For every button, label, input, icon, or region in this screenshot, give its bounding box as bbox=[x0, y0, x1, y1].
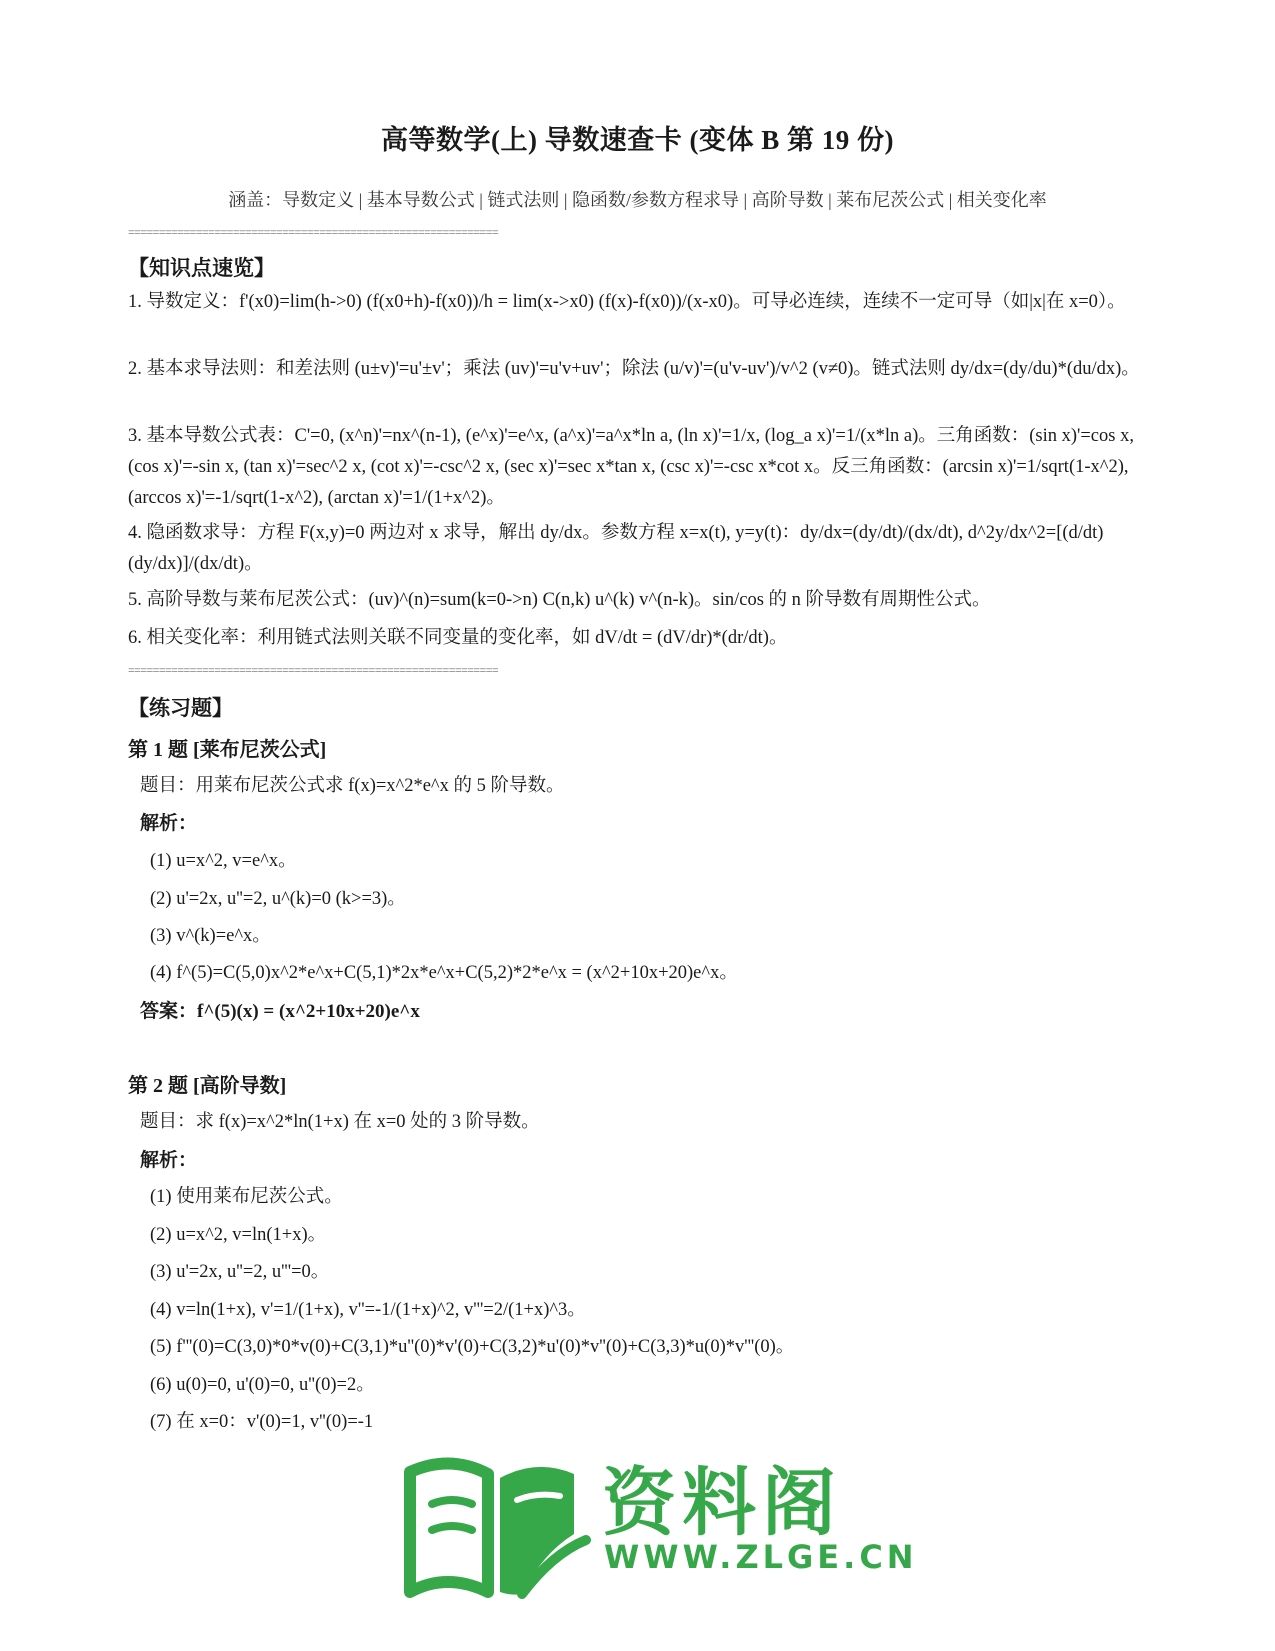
book-icon bbox=[402, 1444, 592, 1604]
question-1-answer: 答案：f^(5)(x) = (x^2+10x+20)e^x bbox=[140, 1001, 420, 1022]
divider-line: ============================================================ bbox=[128, 226, 499, 238]
document-title: 高等数学(上) 导数速查卡 (变体 B 第 19 份) bbox=[381, 125, 894, 155]
knowledge-item-2: 2. 基本求导法则：和差法则 (u±v)'=u'±v'；乘法 (uv)'=u'v+uv'；除法 (u/v)'=(u'v-uv')/v^2 (v≠0)。链式法则 dy/dx=(dy/du)*(du/dx)。 bbox=[128, 359, 1140, 379]
knowledge-item-3: 3. 基本导数公式表：C'=0, (x^n)'=nx^(n-1), (e^x)'=e^x, (a^x)'=a^x*ln a, (ln x)'=1/x, (log_a x)'=1/(x*ln a)。三角函数：(sin x)'=cos x, (cos x)'=-sin x, (tan x)'=sec^2 x, (cot x)'=-csc^2 x, (sec x)'=sec x*tan x, (csc x)'=-csc x*cot x。反三角函数：(arcsin x)'=1/sqrt(1-x^2), (arccos x)'=-1/sqrt(1-x^2), (arctan x)'=1/(1+x^2)。 bbox=[128, 426, 1134, 508]
question-2-step: (2) u=x^2, v=ln(1+x)。 bbox=[150, 1225, 327, 1245]
document-subtitle: 涵盖：导数定义 | 基本导数公式 | 链式法则 | 隐函数/参数方程求导 | 高阶导数 | 莱布尼茨公式 | 相关变化率 bbox=[228, 190, 1047, 210]
question-2-step: (1) 使用莱布尼茨公式。 bbox=[150, 1187, 343, 1207]
question-1-step: (2) u'=2x, u''=2, u^(k)=0 (k>=3)。 bbox=[150, 889, 406, 909]
knowledge-item-6: 6. 相关变化率：利用链式法则关联不同变量的变化率，如 dV/dt = (dV/dr)*(dr/dt)。 bbox=[128, 628, 788, 648]
question-1-step: (1) u=x^2, v=e^x。 bbox=[150, 851, 297, 871]
question-1-solution-label: 解析： bbox=[140, 813, 198, 834]
watermark-logo bbox=[402, 1444, 918, 1604]
practice-heading: 【练习题】 bbox=[128, 696, 233, 720]
question-2-step: (5) f'''(0)=C(3,0)*0*v(0)+C(3,1)*u''(0)*v'(0)+C(3,2)*u'(0)*v''(0)+C(3,3)*u(0)*v'''(0)。 bbox=[150, 1337, 795, 1357]
watermark-name: 资料阁 bbox=[602, 1460, 842, 1546]
question-2-solution-label: 解析： bbox=[140, 1150, 198, 1171]
question-2-title: 第 2 题 [高阶导数] bbox=[128, 1075, 287, 1097]
knowledge-item-5: 5. 高阶导数与莱布尼茨公式：(uv)^(n)=sum(k=0->n) C(n,k) u^(k) v^(n-k)。sin/cos 的 n 阶导数有周期性公式。 bbox=[128, 590, 991, 610]
question-2-text: 题目：求 f(x)=x^2*ln(1+x) 在 x=0 处的 3 阶导数。 bbox=[140, 1112, 540, 1132]
question-2-step: (3) u'=2x, u''=2, u'''=0。 bbox=[150, 1262, 330, 1282]
question-1-step: (3) v^(k)=e^x。 bbox=[150, 926, 271, 946]
question-1-text: 题目：用莱布尼茨公式求 f(x)=x^2*e^x 的 5 阶导数。 bbox=[140, 776, 565, 796]
watermark-url: WWW.ZLGE.CN bbox=[604, 1538, 918, 1576]
question-1-title: 第 1 题 [莱布尼茨公式] bbox=[128, 739, 327, 761]
divider-line: ============================================================ bbox=[128, 664, 499, 676]
question-1-step: (4) f^(5)=C(5,0)x^2*e^x+C(5,1)*2x*e^x+C(5,2)*2*e^x = (x^2+10x+20)e^x。 bbox=[150, 963, 738, 983]
question-2-step: (7) 在 x=0：v'(0)=1, v''(0)=-1 bbox=[150, 1412, 374, 1432]
knowledge-item-4: 4. 隐函数求导：方程 F(x,y)=0 两边对 x 求导，解出 dy/dx。参数方程 x=x(t), y=y(t)：dy/dx=(dy/dt)/(dx/dt), d^2y/dx^2=[(d/dt)(dy/dx)]/(dx/dt)。 bbox=[128, 523, 1104, 574]
question-2-step: (6) u(0)=0, u'(0)=0, u''(0)=2。 bbox=[150, 1375, 375, 1395]
question-2-step: (4) v=ln(1+x), v'=1/(1+x), v''=-1/(1+x)^2, v'''=2/(1+x)^3。 bbox=[150, 1300, 586, 1320]
knowledge-item-1: 1. 导数定义：f'(x0)=lim(h->0) (f(x0+h)-f(x0))/h = lim(x->x0) (f(x)-f(x0))/(x-x0)。可导必连续，连续不一定可导（如|x|在 x=0）。 bbox=[128, 292, 1126, 312]
knowledge-heading: 【知识点速览】 bbox=[128, 256, 275, 280]
